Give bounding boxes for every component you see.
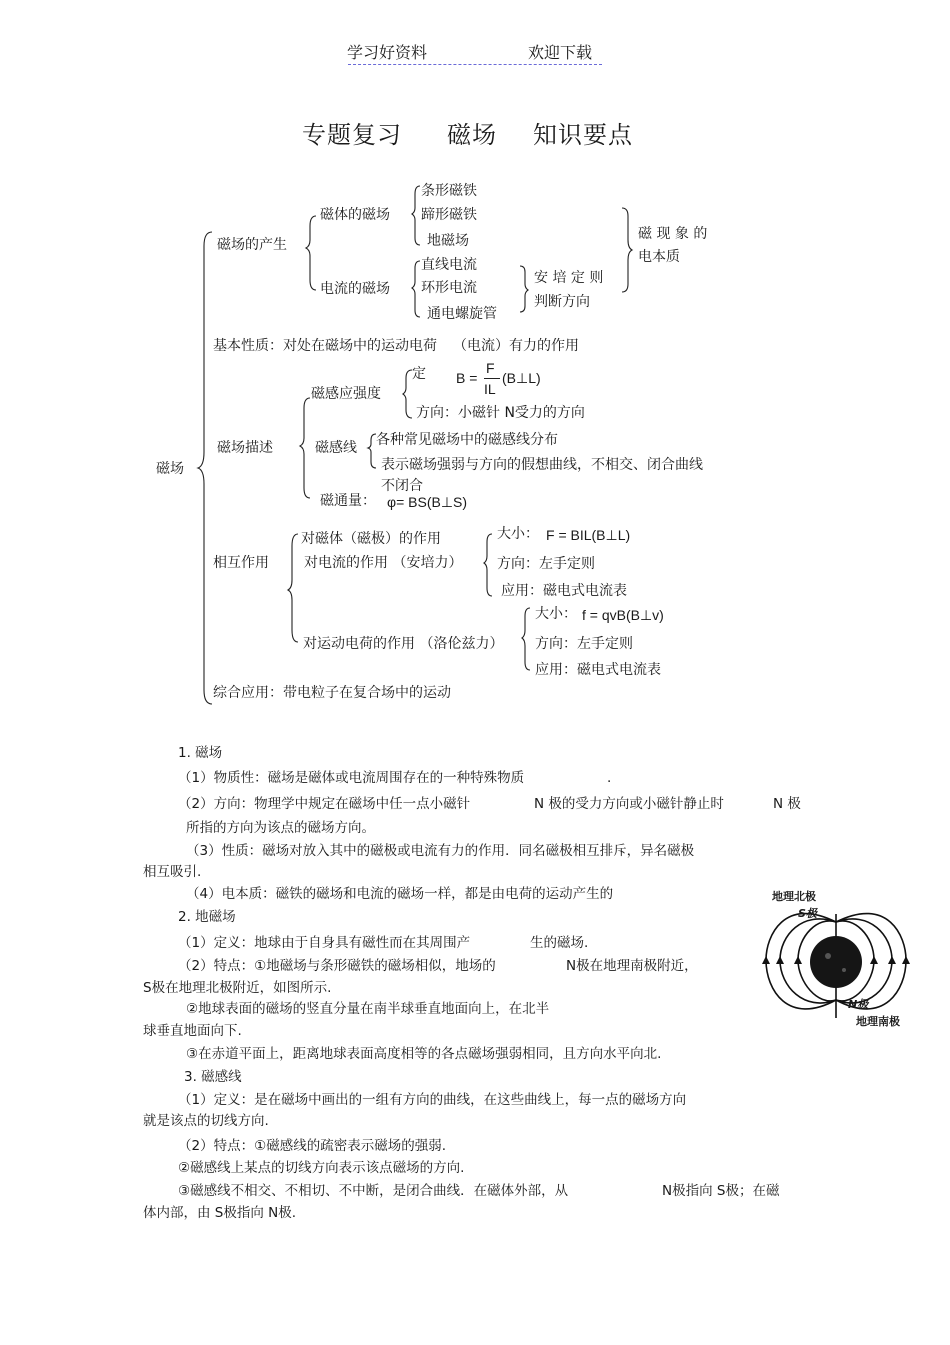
s2-item2a: （2）特点：①地磁场与条形磁铁的磁场相似，地场的	[178, 958, 496, 974]
ampere-direction: 方向：左手定则	[497, 556, 595, 572]
s2-item2d: ②地球表面的磁场的竖直分量在南半球垂直地面向上，在北半	[186, 1001, 550, 1017]
ampere-rule: 安 培 定 则	[534, 270, 604, 286]
induction-intensity: 磁感应强度	[311, 386, 381, 402]
n-pole-label: N极	[848, 998, 869, 1011]
basic-rest: 有力的作用	[509, 338, 579, 354]
s3-item2c: ③磁感线不相交、不相切、不中断，是闭合曲线．在磁体外部，从	[178, 1183, 569, 1199]
header-divider	[348, 64, 602, 65]
inter-brace	[288, 534, 298, 642]
desc-label: 磁场描述	[217, 440, 273, 456]
magnet-brace	[412, 186, 420, 245]
root-brace	[198, 232, 212, 704]
s1-item1-period: .	[607, 770, 612, 786]
s2-item2f: ③在赤道平面上，距离地球表面高度相等的各点磁场强弱相同，且方向水平向北.	[186, 1046, 662, 1062]
on-magnet: 对磁体（磁极）的作用	[301, 531, 441, 547]
gen-label: 磁场的产生	[217, 237, 287, 253]
lorentz-brace	[522, 608, 530, 670]
ampere-size-formula: F = BIL(B⊥L)	[546, 527, 631, 543]
s1-item2a: （2）方向：物理学中规定在磁场中任一点小磁针	[178, 796, 471, 812]
s1-item2b: N 极的受力方向或小磁针静止时	[534, 796, 724, 812]
horseshoe-magnet: 蹄形磁铁	[421, 207, 477, 223]
earth-field: 地磁场	[427, 233, 469, 249]
s1-item1: （1）物质性：磁场是磁体或电流周围存在的一种特殊物质	[178, 770, 525, 786]
b-formula-denominator: IL	[484, 381, 496, 397]
title-part2: 磁场	[447, 121, 497, 149]
s3-item1a: （1）定义：是在磁场中画出的一组有方向的曲线，在这些曲线上，每一点的磁场方向	[178, 1092, 687, 1108]
geo-south-label: 地理南极	[856, 1015, 900, 1028]
earth-globe-icon	[810, 936, 862, 988]
s1-item3a: （3）性质：磁场对放入其中的磁极或电流有力的作用．同名磁极相互排斥，异名磁极	[186, 843, 695, 859]
ring-current: 环形电流	[421, 280, 477, 296]
title-part3: 知识要点	[533, 121, 633, 149]
tree-root: 磁场	[156, 461, 184, 477]
ampere-brace	[520, 266, 528, 312]
basic-paren: （电流）	[453, 338, 509, 354]
lorentz-direction: 方向：左手定则	[535, 636, 633, 652]
field-lines: 磁感线	[315, 440, 357, 456]
lines-brace	[368, 434, 376, 468]
lorentz-size-formula: f = qvB(B⊥v)	[582, 607, 664, 623]
s1-item3b: 相互吸引.	[143, 864, 202, 880]
title-part1: 专题复习	[302, 121, 402, 149]
magnet-field: 磁体的磁场	[320, 207, 390, 223]
geo-north-label: 地理北极	[772, 890, 816, 903]
field-lines-item3: 不闭合	[381, 478, 423, 494]
s2-item1b: 生的磁场.	[530, 935, 589, 951]
ampere-force-brace	[484, 534, 492, 596]
earth-field-figure	[762, 886, 912, 1036]
current-field: 电流的磁场	[320, 281, 390, 297]
straight-current: 直线电流	[421, 257, 477, 273]
b-formula-numerator: F	[486, 360, 495, 376]
ampere-application: 应用：磁电式电流表	[501, 583, 627, 599]
header-right: 欢迎下载	[528, 43, 593, 62]
s1-item4: （4）电本质：磁铁的磁场和电流的磁场一样，都是由电荷的运动产生的	[186, 886, 614, 902]
current-brace	[412, 261, 420, 317]
definition-label: 定	[412, 366, 426, 382]
s2-item2e: 球垂直地面向下.	[143, 1023, 242, 1039]
b-direction: 方向：小磁针 N受力的方向	[416, 405, 585, 421]
essence-line1: 磁 现 象 的	[638, 226, 708, 242]
flux-formula: φ= BS(B⊥S)	[387, 494, 468, 510]
judge-direction: 判断方向	[534, 294, 590, 310]
s3-item2e: 体内部，由 S极指向 N极.	[143, 1205, 297, 1221]
on-charge: 对运动电荷的作用 （洛伦兹力）	[303, 636, 504, 652]
s2-item2c: S极在地理北极附近，如图所示.	[143, 980, 332, 996]
s2-item2b: N极在地理南极附近，	[566, 958, 698, 974]
section3-title: 3. 磁感线	[184, 1069, 242, 1085]
on-current: 对电流的作用 （安培力）	[304, 555, 463, 571]
bar-magnet: 条形磁铁	[421, 183, 477, 199]
field-lines-item1: 各种常见磁场中的磁感线分布	[376, 432, 558, 448]
desc-brace	[300, 398, 310, 498]
lorentz-size-label: 大小：	[535, 606, 577, 622]
s2-item1a: （1）定义：地球由于自身具有磁性而在其周围产	[178, 935, 471, 951]
s1-item2d: 所指的方向为该点的磁场方向。	[186, 820, 375, 836]
s-pole-label: S极	[798, 907, 817, 920]
essence-brace	[622, 208, 632, 292]
b-formula-condition: (B⊥L)	[502, 370, 541, 386]
s3-item2b: ②磁感线上某点的切线方向表示该点磁场的方向.	[178, 1160, 465, 1176]
section2-title: 2. 地磁场	[178, 909, 236, 925]
lorentz-application: 应用：磁电式电流表	[535, 662, 661, 678]
solenoid: 通电螺旋管	[427, 306, 497, 322]
gen-brace	[306, 216, 316, 290]
basic-property	[213, 337, 579, 355]
fraction-bar	[484, 378, 500, 379]
s3-item2d: N极指向 S极；在磁	[662, 1183, 780, 1199]
inter-label: 相互作用	[213, 555, 269, 571]
s3-item1b: 就是该点的切线方向.	[143, 1113, 269, 1129]
flux-label: 磁通量：	[320, 493, 376, 509]
section1-title: 1. 磁场	[178, 745, 223, 761]
s3-item2a: （2）特点：①磁感线的疏密表示磁场的强弱.	[178, 1138, 446, 1154]
comprehensive-app: 综合应用：带电粒子在复合场中的运动	[213, 685, 451, 701]
ampere-size-label: 大小：	[497, 526, 539, 542]
b-formula-lhs: B =	[456, 370, 478, 386]
essence-line2: 电本质	[638, 249, 680, 265]
header-left: 学习好资料	[347, 43, 428, 62]
s1-item2c: N 极	[773, 796, 801, 812]
basic-label: 基本性质：对处在磁场中的运动电荷	[213, 338, 437, 354]
field-lines-item2: 表示磁场强弱与方向的假想曲线，不相交、闭合曲线	[381, 457, 703, 473]
intensity-brace	[403, 370, 412, 418]
